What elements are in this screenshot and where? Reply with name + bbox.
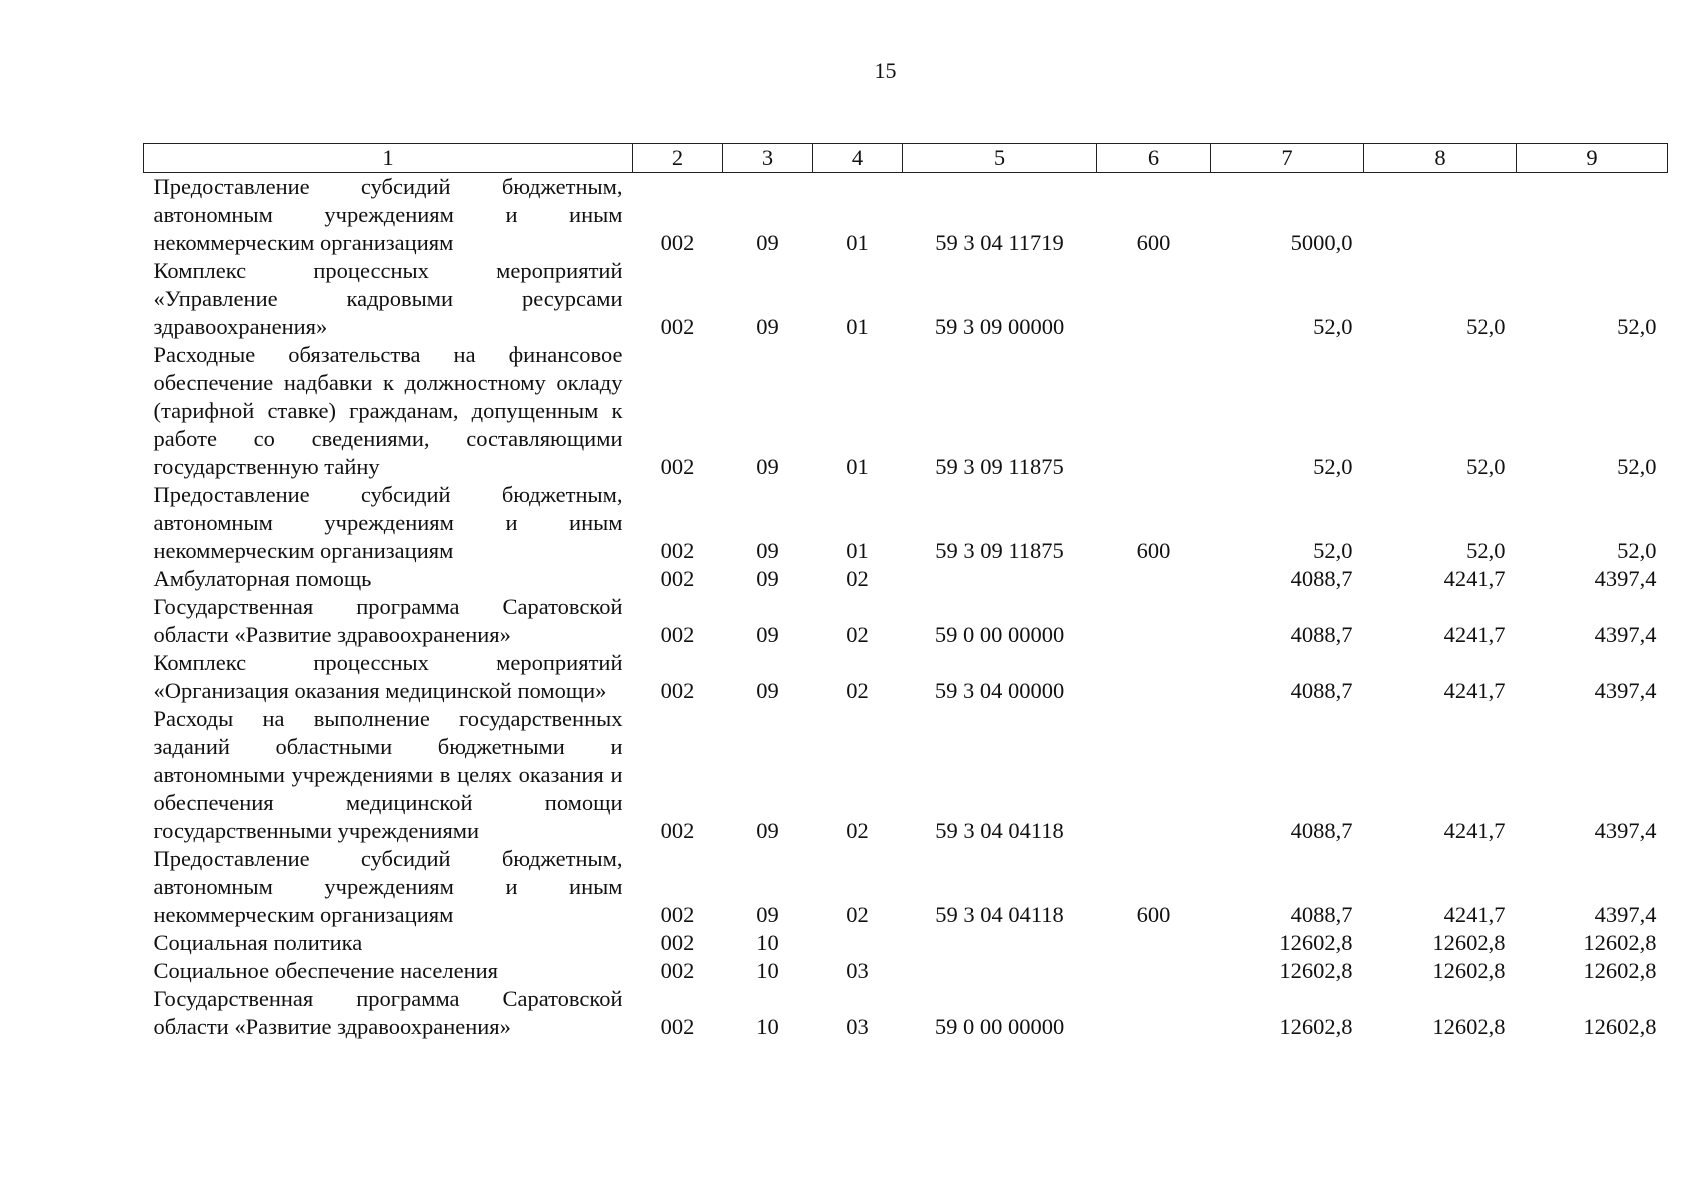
row-subsection-code: 02 bbox=[846, 566, 869, 591]
row-expense-type: 600 bbox=[1136, 230, 1171, 255]
row-sum-col-7: 12602,8 bbox=[1279, 930, 1353, 955]
table-row bbox=[144, 985, 1668, 1041]
row-section-code: 09 bbox=[756, 454, 779, 479]
row-admin-code: 002 bbox=[660, 622, 695, 647]
header-col-4: 4 bbox=[813, 144, 903, 173]
row-subsection-code: 03 bbox=[846, 1014, 869, 1039]
row-name: Государственная программа Саратовской области «Развитие здравоохранения» bbox=[153, 986, 623, 1039]
row-admin-code: 002 bbox=[660, 1014, 695, 1039]
row-subsection-code: 01 bbox=[846, 314, 869, 339]
row-sum-col-8: 4241,7 bbox=[1443, 622, 1506, 647]
row-name: Государственная программа Саратовской области «Развитие здравоохранения» bbox=[153, 594, 623, 647]
row-subsection-code bbox=[813, 929, 903, 957]
table-row bbox=[144, 845, 1668, 929]
row-sum-col-8: 12602,8 bbox=[1432, 958, 1506, 983]
table-row bbox=[144, 593, 1668, 649]
row-subsection-code: 03 bbox=[846, 958, 869, 983]
row-sum-col-7: 12602,8 bbox=[1279, 1014, 1353, 1039]
row-target-code: 59 3 09 00000 bbox=[934, 314, 1065, 339]
row-admin-code: 002 bbox=[660, 818, 695, 843]
row-sum-col-9: 4397,4 bbox=[1594, 818, 1657, 843]
row-expense-type bbox=[1097, 341, 1211, 481]
row-name: Предоставление субсидий бюджетным, автономным учреждениям и иным некоммерческим организациям bbox=[153, 846, 623, 927]
row-sum-col-8: 12602,8 bbox=[1432, 930, 1506, 955]
row-sum-col-9: 52,0 bbox=[1617, 454, 1657, 479]
page-number: 15 bbox=[874, 58, 897, 83]
row-expense-type bbox=[1097, 565, 1211, 593]
row-section-code: 09 bbox=[756, 230, 779, 255]
row-name: Амбулаторная помощь bbox=[153, 566, 372, 591]
row-name: Предоставление субсидий бюджетным, автономным учреждениям и иным некоммерческим организациям bbox=[153, 482, 623, 563]
row-section-code: 09 bbox=[756, 678, 779, 703]
row-admin-code: 002 bbox=[660, 930, 695, 955]
row-expense-type bbox=[1097, 985, 1211, 1041]
row-sum-col-7: 4088,7 bbox=[1290, 818, 1353, 843]
row-section-code: 10 bbox=[756, 1014, 779, 1039]
row-admin-code: 002 bbox=[660, 230, 695, 255]
row-expense-type bbox=[1097, 649, 1211, 705]
row-sum-col-9: 52,0 bbox=[1617, 314, 1657, 339]
row-admin-code: 002 bbox=[660, 566, 695, 591]
row-admin-code: 002 bbox=[660, 902, 695, 927]
row-admin-code: 002 bbox=[660, 538, 695, 563]
row-sum-col-8: 4241,7 bbox=[1443, 678, 1506, 703]
row-admin-code: 002 bbox=[660, 958, 695, 983]
table-row bbox=[144, 929, 1668, 957]
row-target-code: 59 3 04 04118 bbox=[935, 902, 1064, 927]
row-sum-col-9: 12602,8 bbox=[1583, 930, 1657, 955]
row-name: Расходные обязательства на финансовое обеспечение надбавки к должностному окладу (тарифной ставке) гражданам, допущенным к работе со сведениями, составляющими государственную тайну bbox=[153, 342, 623, 479]
table-body bbox=[144, 173, 1668, 1042]
header-col-7: 7 bbox=[1211, 144, 1364, 173]
row-sum-col-7: 52,0 bbox=[1313, 538, 1353, 563]
header-col-9: 9 bbox=[1517, 144, 1668, 173]
row-sum-col-8: 4241,7 bbox=[1443, 902, 1506, 927]
row-name: Комплекс процессных мероприятий «Управление кадровыми ресурсами здравоохранения» bbox=[153, 258, 623, 339]
row-admin-code: 002 bbox=[660, 678, 695, 703]
row-section-code: 09 bbox=[756, 538, 779, 563]
row-target-code bbox=[903, 957, 1097, 985]
row-sum-col-7: 52,0 bbox=[1313, 314, 1353, 339]
row-sum-col-9: 4397,4 bbox=[1594, 678, 1657, 703]
row-expense-type bbox=[1097, 705, 1211, 845]
table-header bbox=[144, 144, 1668, 173]
row-target-code: 59 0 00 00000 bbox=[934, 622, 1065, 647]
table-row bbox=[144, 257, 1668, 341]
row-sum-col-8: 4241,7 bbox=[1443, 818, 1506, 843]
row-sum-col-9 bbox=[1517, 173, 1668, 258]
row-name: Социальное обеспечение населения bbox=[153, 958, 499, 983]
row-sum-col-7: 4088,7 bbox=[1290, 566, 1353, 591]
header-col-1: 1 bbox=[144, 144, 633, 173]
row-expense-type: 600 bbox=[1136, 538, 1171, 563]
row-sum-col-9: 4397,4 bbox=[1594, 902, 1657, 927]
row-admin-code: 002 bbox=[660, 314, 695, 339]
row-sum-col-9: 12602,8 bbox=[1583, 1014, 1657, 1039]
row-target-code: 59 3 09 11875 bbox=[935, 454, 1064, 479]
row-name: Комплекс процессных мероприятий «Организация оказания медицинской помощи» bbox=[153, 650, 623, 703]
header-col-5: 5 bbox=[903, 144, 1097, 173]
row-sum-col-7: 4088,7 bbox=[1290, 902, 1353, 927]
row-sum-col-7: 12602,8 bbox=[1279, 958, 1353, 983]
table-row bbox=[144, 481, 1668, 565]
header-col-2: 2 bbox=[633, 144, 723, 173]
row-target-code: 59 3 09 11875 bbox=[935, 538, 1064, 563]
row-section-code: 09 bbox=[756, 818, 779, 843]
row-sum-col-7: 5000,0 bbox=[1290, 230, 1353, 255]
row-sum-col-9: 4397,4 bbox=[1594, 622, 1657, 647]
row-name: Расходы на выполнение государственных заданий областными бюджетными и автономными учреждениями в целях оказания и обеспечения медицинской помощи государственными учреждениями bbox=[153, 706, 623, 843]
row-sum-col-9: 4397,4 bbox=[1594, 566, 1657, 591]
header-row bbox=[144, 144, 1668, 173]
budget-table bbox=[143, 143, 1668, 1041]
row-section-code: 09 bbox=[756, 314, 779, 339]
row-section-code: 09 bbox=[756, 902, 779, 927]
row-section-code: 10 bbox=[756, 958, 779, 983]
table-row bbox=[144, 173, 1668, 258]
row-section-code: 10 bbox=[756, 930, 779, 955]
row-expense-type bbox=[1097, 929, 1211, 957]
row-subsection-code: 02 bbox=[846, 818, 869, 843]
row-name: Предоставление субсидий бюджетным, автономным учреждениям и иным некоммерческим организациям bbox=[153, 174, 623, 255]
row-target-code bbox=[903, 929, 1097, 957]
table-row bbox=[144, 957, 1668, 985]
table-row bbox=[144, 649, 1668, 705]
row-section-code: 09 bbox=[756, 622, 779, 647]
row-sum-col-7: 52,0 bbox=[1313, 454, 1353, 479]
row-sum-col-7: 4088,7 bbox=[1290, 678, 1353, 703]
row-sum-col-9: 12602,8 bbox=[1583, 958, 1657, 983]
row-sum-col-8: 52,0 bbox=[1466, 314, 1506, 339]
row-target-code: 59 0 00 00000 bbox=[934, 1014, 1065, 1039]
row-target-code bbox=[903, 565, 1097, 593]
table-row bbox=[144, 341, 1668, 481]
row-section-code: 09 bbox=[756, 566, 779, 591]
row-subsection-code: 01 bbox=[846, 230, 869, 255]
header-col-8: 8 bbox=[1364, 144, 1517, 173]
row-expense-type bbox=[1097, 593, 1211, 649]
row-sum-col-9: 52,0 bbox=[1617, 538, 1657, 563]
header-col-3: 3 bbox=[723, 144, 813, 173]
row-subsection-code: 02 bbox=[846, 622, 869, 647]
row-sum-col-7: 4088,7 bbox=[1290, 622, 1353, 647]
row-expense-type: 600 bbox=[1136, 902, 1171, 927]
row-sum-col-8: 52,0 bbox=[1466, 538, 1506, 563]
row-sum-col-8: 12602,8 bbox=[1432, 1014, 1506, 1039]
row-target-code: 59 3 04 00000 bbox=[934, 678, 1065, 703]
header-col-6: 6 bbox=[1097, 144, 1211, 173]
row-admin-code: 002 bbox=[660, 454, 695, 479]
row-sum-col-8: 4241,7 bbox=[1443, 566, 1506, 591]
row-target-code: 59 3 04 11719 bbox=[935, 230, 1064, 255]
row-subsection-code: 02 bbox=[846, 678, 869, 703]
row-expense-type bbox=[1097, 257, 1211, 341]
table-row bbox=[144, 565, 1668, 593]
row-name: Социальная политика bbox=[153, 930, 363, 955]
row-sum-col-8: 52,0 bbox=[1466, 454, 1506, 479]
row-subsection-code: 01 bbox=[846, 454, 869, 479]
row-subsection-code: 01 bbox=[846, 538, 869, 563]
row-subsection-code: 02 bbox=[846, 902, 869, 927]
row-sum-col-8 bbox=[1364, 173, 1517, 258]
table-row bbox=[144, 705, 1668, 845]
row-target-code: 59 3 04 04118 bbox=[935, 818, 1064, 843]
row-expense-type bbox=[1097, 957, 1211, 985]
